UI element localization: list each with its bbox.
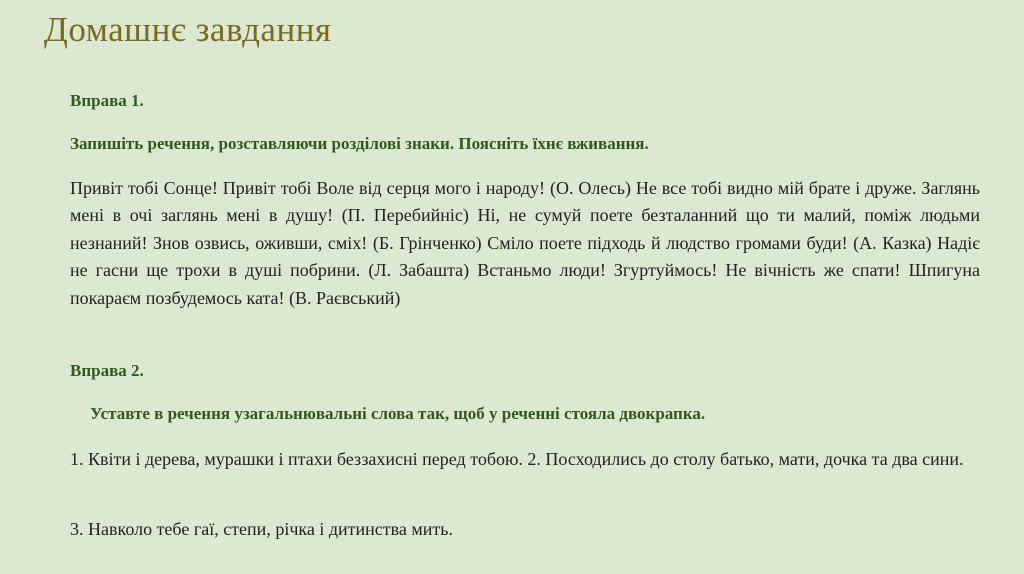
exercise-1-heading: Вправа 1. bbox=[70, 91, 144, 110]
exercise-2-heading: Вправа 2. bbox=[70, 361, 144, 380]
exercise-2-text-1: 1. Квіти і дерева, мурашки і птахи беззахисні перед тобою. 2. Посходились до столу батько, мати, дочка та два сини. bbox=[70, 449, 964, 469]
exercise-1-text: Привіт тобі Сонце! Привіт тобі Воле від серця мого і народу! (О. Олесь) Не все тобі видно мій брате і друже. Заглянь мені в очі заглянь мені в душу! (П. Перебийніс) Ні, не сумуй поете безталанний що ти малий, поміж людьми незнаний! Знов озвись, оживши, сміх! (Б. Грінченко) Сміло поете підходь й людство громами буди! (А. Казка) Надіє не гасни ще трохи в душі побрини. (Л. Забашта) Встаньмо люди! Згуртуймось! Не вічність же спати! Шпигуна покараєм позбудемось ката! (В. Раєвський) bbox=[70, 178, 980, 308]
page-title: Домашнє завдання bbox=[44, 10, 332, 49]
exercise-2-text-2: 3. Навколо тебе гаї, степи, річка і дитинства мить. bbox=[70, 519, 453, 539]
exercise-2-task: Уставте в речення узагальнювальні слова так, щоб у реченні стояла двокрапка. bbox=[90, 404, 706, 423]
exercise-1-task: Запишіть речення, розставляючи розділові знаки. Поясніть їхнє вживання. bbox=[70, 134, 649, 153]
